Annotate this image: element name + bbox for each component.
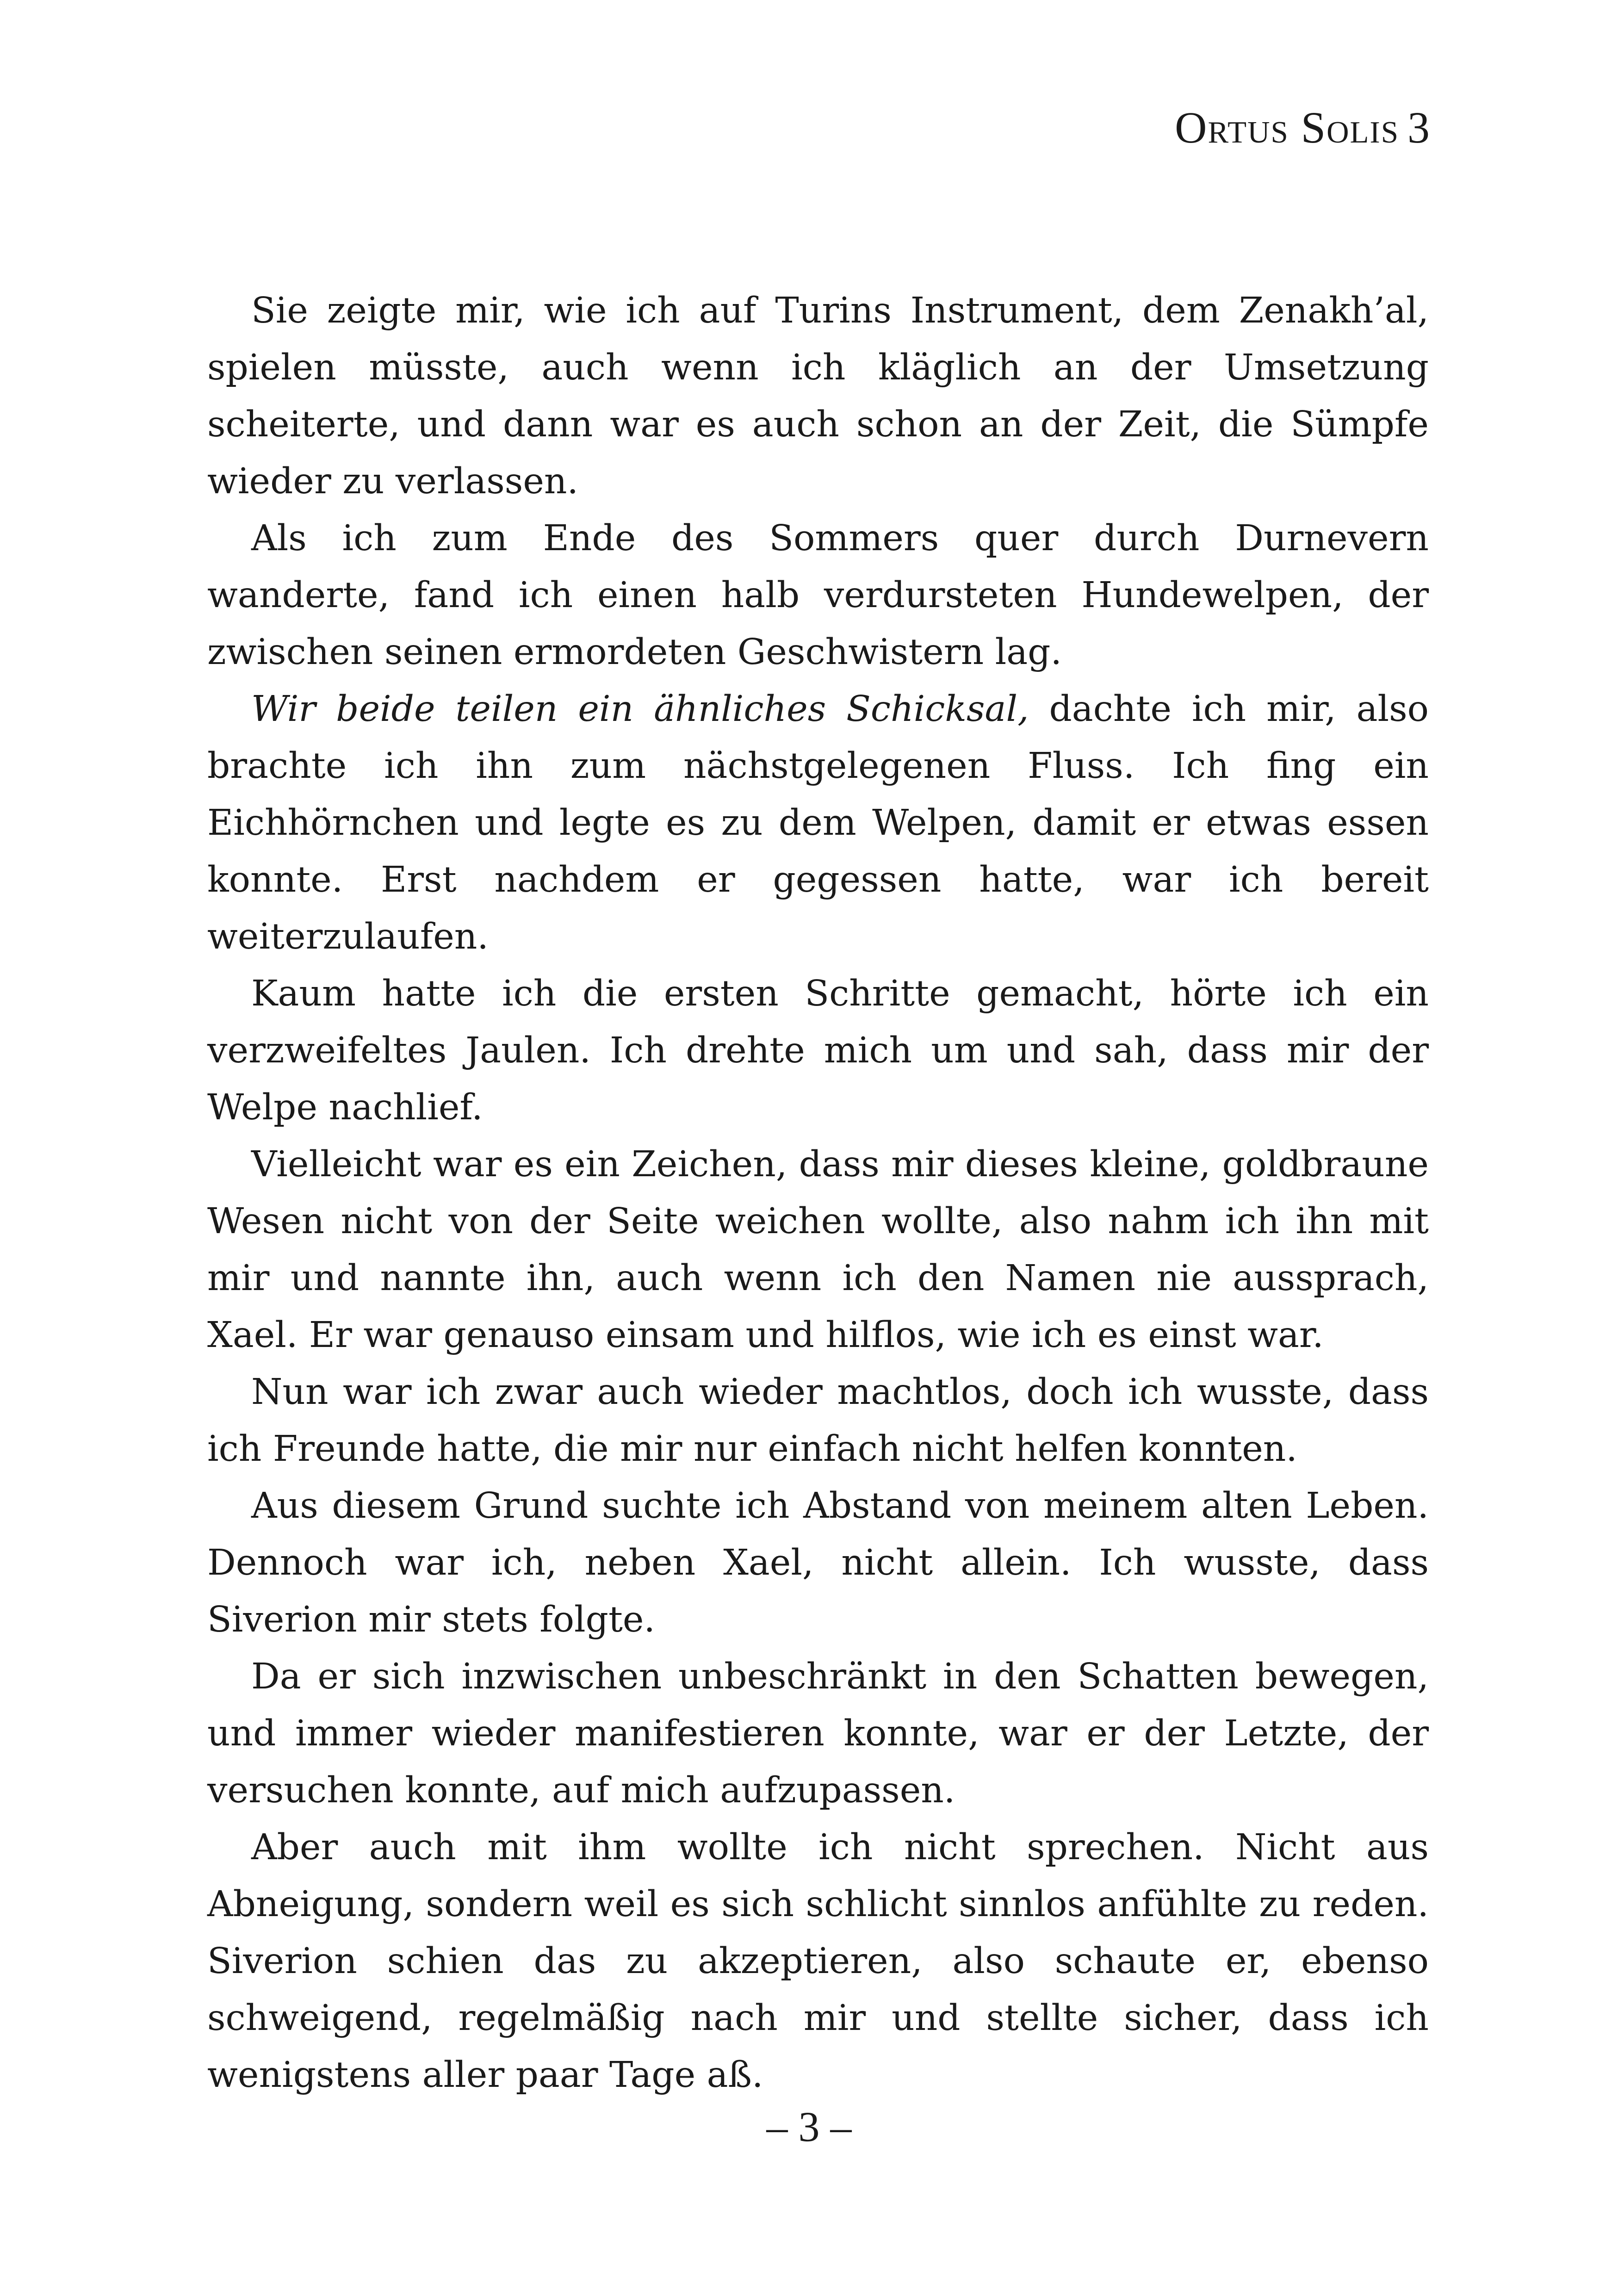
running-header — [1175, 105, 1431, 150]
paragraph-7: Aus diesem Grund suchte ich Abstand von meinem alten Leben. Dennoch war ich, neben Xael, nicht allein. Ich wusste, dass Siverion mir stets folgte. — [207, 1485, 1429, 1640]
body-text — [207, 282, 1429, 2104]
paragraph-6: Nun war ich zwar auch wieder machtlos, doch ich wusste, dass ich Freunde hatte, die mir nur einfach nicht helfen konnten. — [207, 1371, 1429, 1470]
paragraph-2: Als ich zum Ende des Sommers quer durch Durnevern wanderte, fand ich einen halb verdursteten Hundewelpen, der zwischen seinen ermordeten Geschwistern lag. — [207, 518, 1429, 673]
book-title: Ortus Solis — [1175, 103, 1399, 152]
paragraph-8: Da er sich inzwischen unbeschränkt in den Schatten bewegen, und immer wieder manifestieren konnte, war er der Letzte, der versuchen konnte, auf mich aufzupassen. — [207, 1656, 1429, 1811]
paragraph-4: Kaum hatte ich die ersten Schritte gemacht, hörte ich ein verzweifeltes Jaulen. Ich drehte mich um und sah, dass mir der Welpe nachlief. — [207, 973, 1429, 1128]
paragraph-1: Sie zeigte mir, wie ich auf Turins Instrument, dem Zenakh’al, spielen müsste, auch wenn ich kläglich an der Umsetzung scheiterte, und dann war es auch schon an der Zeit, die Sümpfe wieder zu verlassen. — [207, 290, 1429, 502]
paragraph-9: Aber auch mit ihm wollte ich nicht sprechen. Nicht aus Abneigung, sondern weil es sich schlicht sinnlos anfühlte zu reden. Siverion schien das zu akzeptieren, also schaute er, ebenso schweigend, regelmäßig nach mir und stellte sicher, dass ich wenigstens aller paar Tage aß. — [207, 1827, 1429, 2096]
header-page-number: 3 — [1407, 103, 1431, 152]
page-number-footer: – 3 – — [766, 2103, 852, 2150]
paragraph-5: Vielleicht war es ein Zeichen, dass mir dieses kleine, goldbraune Wesen nicht von der Seite weichen wollte, also nahm ich ihn mit mir und nannte ihn, auch wenn ich den Namen nie aussprach, Xael. Er war genauso einsam und hilflos, wie ich es einst war. — [207, 1144, 1429, 1356]
italic-thought: Wir beide teilen ein ähnliches Schicksal, — [251, 689, 1029, 730]
paragraph-3: Wir beide teilen ein ähnliches Schicksal, dachte ich mir, also brachte ich ihn zum nächstgelegenen Fluss. Ich fing ein Eichhörnchen und legte es zu dem Welpen, damit er etwas essen konnte. Erst nachdem er gegessen hatte, war ich bereit weiterzulaufen. — [207, 689, 1429, 957]
